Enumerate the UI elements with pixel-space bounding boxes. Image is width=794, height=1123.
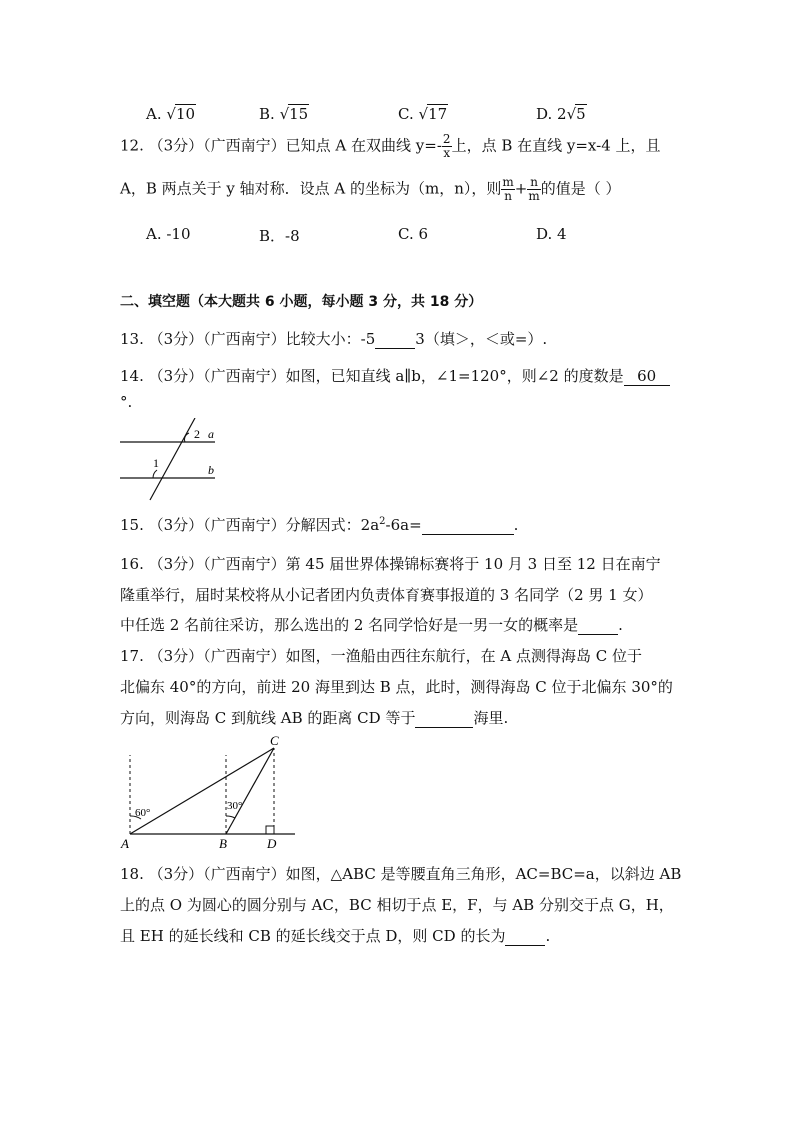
q17-line3 (120, 707, 508, 728)
fraction (501, 176, 514, 203)
question-text: 方向，则海岛 C 到航线 AB 的距离 CD 等于 (120, 709, 416, 727)
question-text: . (513, 516, 519, 534)
q12-line2 (120, 176, 621, 203)
line-ac (130, 748, 274, 834)
label-c: C (270, 733, 279, 748)
label-a: A (121, 836, 129, 851)
answer-blank (624, 367, 670, 386)
answer-value: 60 (637, 367, 657, 385)
question-text: 12. （3分）（广西南宁）已知点 A 在双曲线 y=- (120, 136, 442, 155)
angle-arc-1 (153, 470, 157, 478)
question-text: 14. （3分）（广西南宁）如图，已知直线 a∥b，∠1=120°，则∠2 的度数是 (120, 367, 624, 385)
radicand: 15 (289, 105, 309, 123)
denominator: n (504, 189, 512, 203)
answer-blank (505, 927, 545, 946)
q17-line1: 17. （3分）（广西南宁）如图，一渔船由西往东航行，在 A 点测得海岛 C 位于 (120, 647, 643, 665)
option-label: C. (398, 105, 414, 123)
numerator: 2 (442, 132, 451, 146)
q12-option-b: B．-8 (259, 227, 300, 245)
q14 (120, 365, 670, 386)
question-text: 中任选 2 名前往采访，那么选出的 2 名同学恰好是一男一女的概率是 (120, 616, 579, 634)
figure-parallel-lines (115, 418, 225, 503)
radicand: 5 (576, 105, 586, 123)
label-2: 2 (194, 427, 200, 441)
denominator: m (528, 189, 540, 203)
q12-option-a: A. -10 (146, 225, 191, 243)
question-text: 海里. (473, 709, 509, 727)
section-title: 二、填空题（本大题共 6 小题，每小题 3 分，共 18 分） (120, 294, 483, 310)
q17-line2: 北偏东 40°的方向，前进 20 海里到达 B 点，此时，测得海岛 C 位于北偏东 30°的 (120, 678, 673, 696)
fraction (527, 176, 540, 203)
option-label: A. (146, 105, 162, 123)
label-b: b (208, 463, 214, 477)
denominator: x (443, 146, 451, 160)
q13 (120, 328, 547, 349)
sqrt-expression: √10 (166, 105, 196, 123)
question-text: 上，点 B 在直线 y=x-4 上，且 (451, 136, 661, 155)
line-bc (226, 748, 274, 834)
question-text: . (618, 616, 623, 634)
coefficient: 2 (557, 105, 567, 123)
question-text: 的值是（ ） (540, 179, 621, 198)
q15 (120, 514, 518, 535)
option-label: D. (536, 105, 553, 123)
angle-arc-2 (185, 433, 189, 442)
radicand: 10 (175, 105, 196, 123)
q16-line3 (120, 614, 623, 635)
option-label: B. (259, 105, 275, 123)
q11-option-a (146, 104, 196, 123)
question-text: A，B 两点关于 y 轴对称．设点 A 的坐标为（m，n），则 (120, 179, 502, 198)
numerator: m (502, 175, 514, 189)
sqrt-expression: √15 (279, 105, 309, 123)
label-d: D (267, 836, 277, 851)
plus-sign: + (514, 179, 528, 198)
label-1: 1 (153, 456, 159, 470)
angle-60-label: 60° (135, 807, 151, 819)
question-text: . (545, 927, 551, 945)
sqrt-expression: √5 (566, 105, 586, 123)
q14-degree: °. (120, 393, 133, 411)
angle-arc-b (226, 816, 235, 818)
label-b: B (219, 836, 227, 851)
q16-line1: 16. （3分）（广西南宁）第 45 届世界体操锦标赛将于 10 月 3 日至 12 日在南宁 (120, 555, 661, 573)
question-text: 3（填＞，＜或=）. (415, 330, 548, 348)
q11-option-c (398, 104, 448, 123)
q11-option-b (259, 104, 309, 123)
exponent: 2 (379, 516, 386, 527)
q18-line1: 18. （3分）（广西南宁）如图，△ABC 是等腰直角三角形，AC=BC=a，以斜边 AB (120, 865, 682, 883)
q12-line1 (120, 133, 661, 160)
sqrt-expression: √17 (418, 105, 448, 123)
question-text: -6a= (385, 516, 422, 534)
q18-line3 (120, 925, 550, 946)
numerator: n (527, 176, 540, 190)
answer-blank (578, 616, 618, 635)
right-angle-mark (266, 826, 274, 834)
radicand: 17 (428, 105, 448, 123)
question-text: 15. （3分）（广西南宁）分解因式：2a (120, 516, 380, 534)
q12-option-d: D. 4 (536, 225, 567, 243)
answer-blank (422, 516, 514, 535)
q16-line2: 隆重举行，届时某校将从小记者团内负责体育赛事报道的 3 名同学（2 男 1 女） (120, 586, 653, 604)
answer-blank (415, 709, 473, 728)
figure-navigation (115, 733, 305, 853)
question-text: 13. （3分）（广西南宁）比较大小：-5 (120, 330, 376, 348)
q11-option-d (536, 104, 587, 123)
q12-option-c: C. 6 (398, 225, 429, 243)
q18-line2: 上的点 O 为圆心的圆分别与 AC，BC 相切于点 E，F，与 AB 分别交于点 G，H， (120, 896, 674, 914)
fraction (442, 133, 452, 160)
angle-30-label: 30° (227, 800, 243, 812)
question-text: 且 EH 的延长线和 CB 的延长线交于点 D，则 CD 的长为 (120, 927, 506, 945)
answer-blank (375, 330, 415, 349)
label-a: a (208, 427, 214, 441)
